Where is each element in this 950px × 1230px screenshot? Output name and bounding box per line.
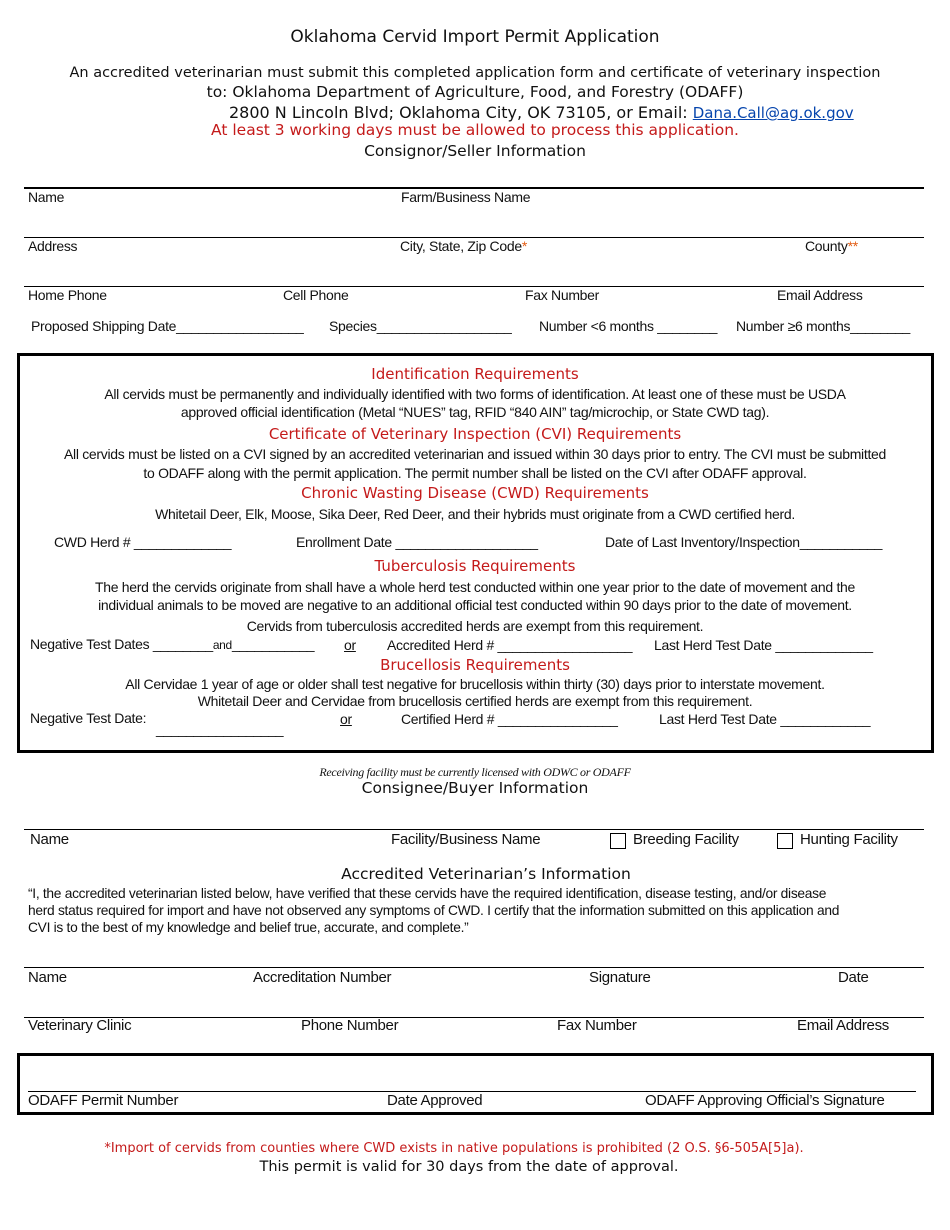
br-certified-herd-field[interactable]: Certified Herd # ________________ <box>401 711 618 727</box>
hunting-facility-checkbox[interactable] <box>777 833 793 849</box>
city-text: City, State, Zip Code <box>400 238 522 254</box>
tb-text-1: The herd the cervids originate from shall have a whole herd test conducted within one year prior to the date of movement and the <box>94 579 856 595</box>
identification-text-2: approved official identification (Metal “NUES” tag, RFID “840 AIN” tag/microchip, or State CWD tag). <box>180 404 770 420</box>
processing-notice: At least 3 working days must be allowed to process this application. <box>211 121 739 139</box>
tb-text-3: Cervids from tuberculosis accredited herds are exempt from this requirement. <box>246 618 704 634</box>
consignee-name-label: Name <box>30 831 69 848</box>
vet-statement-1: “I, the accredited veterinarian listed below, have verified that these cervids have the required identification, disease testing, and/or disease <box>28 886 827 901</box>
vet-statement-3: CVI is to the best of my knowledge and belief true, accurate, and complete.” <box>28 920 469 935</box>
vet-name-label: Name <box>28 969 67 986</box>
vet-date-label: Date <box>838 969 869 986</box>
cvi-title: Certificate of Veterinary Inspection (CVI) Requirements <box>268 425 682 443</box>
signature-label: Signature <box>589 969 651 986</box>
identification-text-1: All cervids must be permanently and individually identified with two forms of identification. At least one of these must be USDA <box>104 386 846 402</box>
tb-accredited-herd-field[interactable]: Accredited Herd # __________________ <box>387 637 633 653</box>
breeding-facility-label: Breeding Facility <box>633 831 739 848</box>
tb-last-herd-test-field[interactable]: Last Herd Test Date _____________ <box>654 637 873 653</box>
cell-phone-label: Cell Phone <box>283 287 349 303</box>
official-signature-label: ODAFF Approving Official’s Signature <box>645 1092 885 1109</box>
vet-fax-label: Fax Number <box>557 1017 637 1034</box>
number-under-6-months-field[interactable]: Number <6 months ________ <box>539 318 718 334</box>
cvi-text-2: to ODAFF along with the permit application. The permit number shall be listed on the CVI after ODAFF approval. <box>143 465 807 481</box>
email-address-label: Email Address <box>777 287 863 303</box>
address-line <box>229 103 854 122</box>
vet-clinic-label: Veterinary Clinic <box>28 1017 132 1034</box>
divider <box>24 1017 924 1018</box>
br-or-text: or <box>340 711 352 727</box>
address-text: 2800 N Lincoln Blvd; Oklahoma City, OK 73105, or Email: <box>229 103 693 122</box>
cvi-text-1: All cervids must be listed on a CVI signed by an accredited veterinarian and issued within 30 days prior to entry. The CVI must be submitted <box>63 446 887 462</box>
farm-business-label: Farm/Business Name <box>401 189 531 205</box>
instruction-line-2: to: Oklahoma Department of Agriculture, Food, and Forestry (ODAFF) <box>206 83 744 101</box>
cwd-herd-field[interactable]: CWD Herd # _____________ <box>54 534 232 550</box>
consignee-heading: Consignee/Buyer Information <box>361 779 589 797</box>
address-label: Address <box>28 238 78 254</box>
brucellosis-title: Brucellosis Requirements <box>380 656 570 674</box>
facility-business-label: Facility/Business Name <box>391 831 541 848</box>
county-label <box>805 238 858 254</box>
vet-phone-label: Phone Number <box>301 1017 399 1034</box>
city-state-zip-label <box>400 238 527 254</box>
enrollment-date-field[interactable]: Enrollment Date ___________________ <box>296 534 538 550</box>
city-asterisk: * <box>521 238 527 254</box>
fax-number-label: Fax Number <box>525 287 600 303</box>
date-approved-label: Date Approved <box>387 1092 483 1109</box>
tb-title: Tuberculosis Requirements <box>374 557 576 575</box>
number-over-6-months-field[interactable]: Number ≥6 months________ <box>736 318 911 334</box>
brucellosis-text-1: All Cervidae 1 year of age or older shall test negative for brucellosis within thirty (30) days prior to interstate movement. <box>125 676 825 692</box>
home-phone-label: Home Phone <box>28 287 107 303</box>
br-negative-date-field[interactable]: _________________ <box>156 721 284 737</box>
cwd-title: Chronic Wasting Disease (CWD) Requirements <box>301 484 649 502</box>
breeding-facility-checkbox[interactable] <box>610 833 626 849</box>
instruction-line-1: An accredited veterinarian must submit this completed application form and certificate of veterinary inspection <box>69 65 881 81</box>
county-text: County <box>805 238 848 254</box>
page-title: Oklahoma Cervid Import Permit Application <box>290 27 660 47</box>
vet-statement-2: herd status required for import and have not observed any symptoms of CWD. I certify that the information submitted on this application and <box>28 903 840 918</box>
tb-neg-blank: ___________ <box>231 636 315 652</box>
divider <box>24 829 924 830</box>
identification-title: Identification Requirements <box>371 365 579 383</box>
brucellosis-text-2: Whitetail Deer and Cervidae from brucellosis certified herds are exempt from this requirement. <box>197 693 753 709</box>
consignor-heading: Consignor/Seller Information <box>364 142 586 160</box>
tb-neg-text: Negative Test Dates ________ <box>30 636 213 652</box>
tb-or-text: or <box>344 637 356 653</box>
accreditation-number-label: Accreditation Number <box>253 969 392 986</box>
br-last-herd-test-field[interactable]: Last Herd Test Date ____________ <box>659 711 871 727</box>
county-asterisks: ** <box>847 238 858 254</box>
shipping-date-field[interactable]: Proposed Shipping Date_________________ <box>31 318 304 334</box>
cwd-county-warning: *Import of cervids from counties where CWD exists in native populations is prohibited (2 O.S. §6-505A[5]a). <box>104 1141 804 1156</box>
tb-text-2: individual animals to be moved are negative to an additional official test conducted within 90 days prior to the date of movement. <box>98 597 852 613</box>
br-negative-date-label: Negative Test Date: <box>30 710 147 726</box>
tb-and-text: and <box>212 638 232 652</box>
last-inventory-field[interactable]: Date of Last Inventory/Inspection___________ <box>605 534 883 550</box>
species-field[interactable]: Species__________________ <box>329 318 512 334</box>
tb-negative-dates-field[interactable] <box>30 636 314 652</box>
cwd-text: Whitetail Deer, Elk, Moose, Sika Deer, Red Deer, and their hybrids must originate from a CWD certified herd. <box>155 506 795 522</box>
permit-number-label: ODAFF Permit Number <box>28 1092 179 1109</box>
email-link[interactable]: Dana.Call@ag.ok.gov <box>692 104 854 122</box>
divider <box>24 967 924 968</box>
hunting-facility-label: Hunting Facility <box>800 831 898 848</box>
facility-license-note: Receiving facility must be currently licensed with ODWC or ODAFF <box>319 765 631 779</box>
permit-validity-note: This permit is valid for 30 days from the date of approval. <box>259 1159 679 1175</box>
vet-email-label: Email Address <box>797 1017 889 1034</box>
consignor-name-label: Name <box>28 189 65 205</box>
vet-heading: Accredited Veterinarian’s Information <box>341 865 631 883</box>
